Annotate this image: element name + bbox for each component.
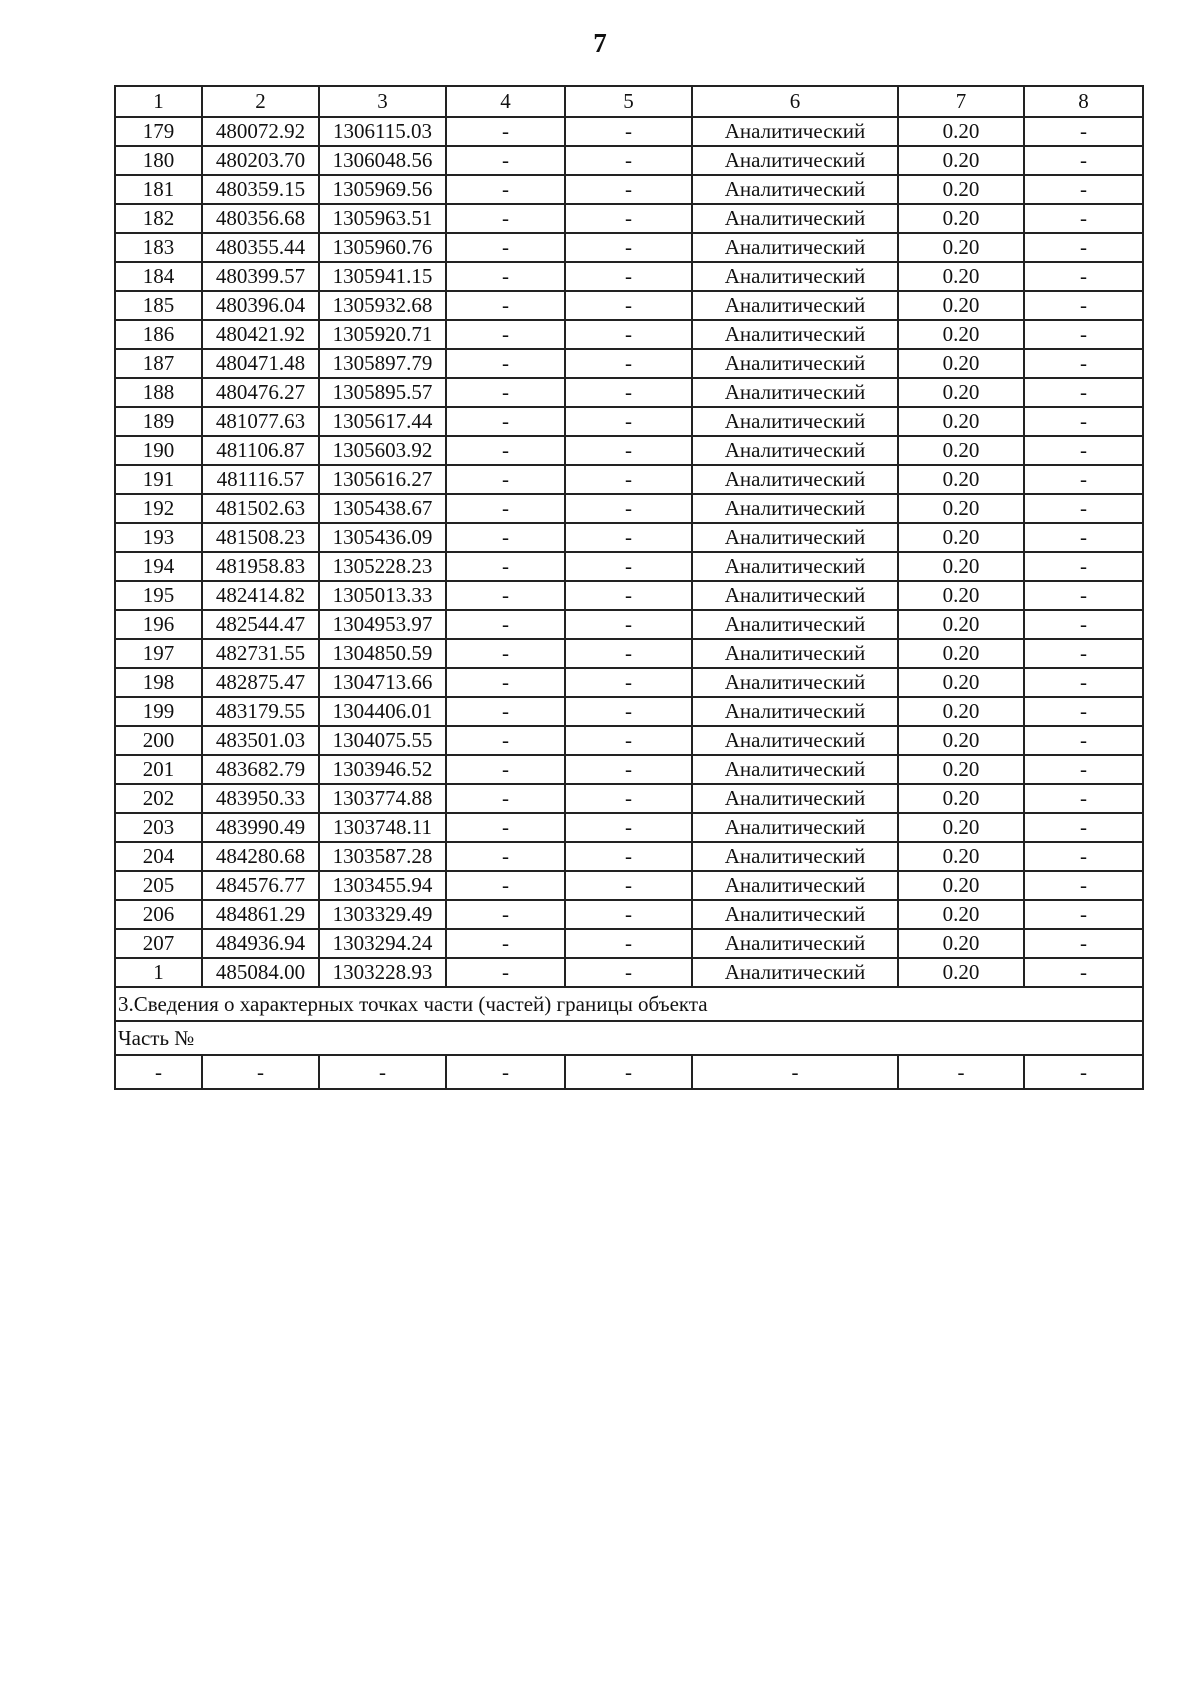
col5-cell: - [565, 784, 692, 813]
method-cell: Аналитический [692, 697, 898, 726]
col4-cell: - [446, 146, 565, 175]
x-coordinate-cell: 481116.57 [202, 465, 319, 494]
y-coordinate-cell: 1305897.79 [319, 349, 446, 378]
x-coordinate-cell: 483682.79 [202, 755, 319, 784]
accuracy-cell: 0.20 [898, 842, 1024, 871]
y-coordinate-cell: 1304953.97 [319, 610, 446, 639]
y-coordinate-cell: 1305963.51 [319, 204, 446, 233]
col5-cell: - [565, 668, 692, 697]
point-number-cell: 187 [115, 349, 202, 378]
method-cell: Аналитический [692, 378, 898, 407]
col8-cell: - [1024, 175, 1143, 204]
table-row [115, 291, 1143, 320]
table-row [115, 465, 1143, 494]
point-number-cell: 198 [115, 668, 202, 697]
table-row [115, 552, 1143, 581]
col8-cell: - [1024, 407, 1143, 436]
col5-cell: - [565, 262, 692, 291]
col8-cell: - [1024, 349, 1143, 378]
x-coordinate-cell: 481508.23 [202, 523, 319, 552]
col8-cell: - [1024, 552, 1143, 581]
col5-cell: - [565, 842, 692, 871]
point-number-cell: 194 [115, 552, 202, 581]
method-cell: Аналитический [692, 842, 898, 871]
col5-cell: - [565, 523, 692, 552]
y-coordinate-cell: 1304406.01 [319, 697, 446, 726]
x-coordinate-cell: 483179.55 [202, 697, 319, 726]
table-row [115, 436, 1143, 465]
col4-cell: - [446, 523, 565, 552]
col5-cell: - [565, 436, 692, 465]
point-number-cell: 183 [115, 233, 202, 262]
table-row [115, 726, 1143, 755]
accuracy-cell: 0.20 [898, 726, 1024, 755]
x-coordinate-cell: 484936.94 [202, 929, 319, 958]
col8-cell: - [1024, 697, 1143, 726]
method-cell: Аналитический [692, 494, 898, 523]
section-title: 3.Сведения о характерных точках части (частей) границы объекта [115, 987, 1143, 1021]
x-coordinate-cell: 480355.44 [202, 233, 319, 262]
col4-cell: - [446, 697, 565, 726]
table-row [115, 175, 1143, 204]
method-cell: Аналитический [692, 871, 898, 900]
boundary-points-table [114, 85, 1144, 1090]
point-number-cell: 192 [115, 494, 202, 523]
column-header: 7 [898, 86, 1024, 117]
table-row [115, 349, 1143, 378]
point-number-cell: 197 [115, 639, 202, 668]
method-cell: Аналитический [692, 465, 898, 494]
x-coordinate-cell: 481077.63 [202, 407, 319, 436]
y-coordinate-cell: 1305603.92 [319, 436, 446, 465]
col4-cell: - [446, 726, 565, 755]
accuracy-cell: 0.20 [898, 871, 1024, 900]
col8-cell: - [1024, 291, 1143, 320]
method-cell: Аналитический [692, 755, 898, 784]
accuracy-cell: 0.20 [898, 262, 1024, 291]
col5-cell: - [565, 726, 692, 755]
x-coordinate-cell: 480421.92 [202, 320, 319, 349]
col4-cell: - [446, 407, 565, 436]
col4-cell: - [446, 755, 565, 784]
y-coordinate-cell: 1305438.67 [319, 494, 446, 523]
col4-cell: - [446, 465, 565, 494]
col8-cell: - [1024, 842, 1143, 871]
accuracy-cell: 0.20 [898, 204, 1024, 233]
col8-cell: - [1024, 581, 1143, 610]
y-coordinate-cell: 1303748.11 [319, 813, 446, 842]
accuracy-cell: 0.20 [898, 465, 1024, 494]
col4-cell: - [446, 784, 565, 813]
x-coordinate-cell: 480203.70 [202, 146, 319, 175]
x-coordinate-cell: 482731.55 [202, 639, 319, 668]
col5-cell: - [565, 900, 692, 929]
point-number-cell: 189 [115, 407, 202, 436]
y-coordinate-cell: 1305228.23 [319, 552, 446, 581]
table-row [115, 523, 1143, 552]
point-number-cell: 190 [115, 436, 202, 465]
accuracy-cell: 0.20 [898, 291, 1024, 320]
col4-cell: - [446, 262, 565, 291]
accuracy-cell: 0.20 [898, 175, 1024, 204]
x-coordinate-cell: 480476.27 [202, 378, 319, 407]
accuracy-cell: 0.20 [898, 523, 1024, 552]
table-row [115, 262, 1143, 291]
table-body [115, 86, 1143, 1089]
empty-cell: - [202, 1055, 319, 1089]
empty-cell: - [115, 1055, 202, 1089]
col5-cell: - [565, 175, 692, 204]
col8-cell: - [1024, 494, 1143, 523]
y-coordinate-cell: 1305436.09 [319, 523, 446, 552]
accuracy-cell: 0.20 [898, 436, 1024, 465]
col8-cell: - [1024, 436, 1143, 465]
col8-cell: - [1024, 117, 1143, 146]
x-coordinate-cell: 484576.77 [202, 871, 319, 900]
empty-cell: - [692, 1055, 898, 1089]
col5-cell: - [565, 697, 692, 726]
empty-cell: - [319, 1055, 446, 1089]
point-number-cell: 207 [115, 929, 202, 958]
accuracy-cell: 0.20 [898, 668, 1024, 697]
x-coordinate-cell: 483950.33 [202, 784, 319, 813]
accuracy-cell: 0.20 [898, 146, 1024, 175]
y-coordinate-cell: 1306115.03 [319, 117, 446, 146]
col4-cell: - [446, 320, 565, 349]
col5-cell: - [565, 233, 692, 262]
col8-cell: - [1024, 929, 1143, 958]
method-cell: Аналитический [692, 639, 898, 668]
col4-cell: - [446, 436, 565, 465]
y-coordinate-cell: 1305960.76 [319, 233, 446, 262]
accuracy-cell: 0.20 [898, 784, 1024, 813]
point-number-cell: 202 [115, 784, 202, 813]
col8-cell: - [1024, 726, 1143, 755]
table-row [115, 320, 1143, 349]
col8-cell: - [1024, 320, 1143, 349]
method-cell: Аналитический [692, 813, 898, 842]
point-number-cell: 181 [115, 175, 202, 204]
accuracy-cell: 0.20 [898, 233, 1024, 262]
method-cell: Аналитический [692, 320, 898, 349]
method-cell: Аналитический [692, 784, 898, 813]
col8-cell: - [1024, 755, 1143, 784]
col5-cell: - [565, 146, 692, 175]
page-number: 7 [593, 28, 607, 58]
column-header: 3 [319, 86, 446, 117]
x-coordinate-cell: 480399.57 [202, 262, 319, 291]
point-number-cell: 196 [115, 610, 202, 639]
col8-cell: - [1024, 958, 1143, 987]
col4-cell: - [446, 233, 565, 262]
table-row [115, 581, 1143, 610]
col5-cell: - [565, 494, 692, 523]
x-coordinate-cell: 483990.49 [202, 813, 319, 842]
table-row [115, 639, 1143, 668]
x-coordinate-cell: 480471.48 [202, 349, 319, 378]
table-row [115, 929, 1143, 958]
col5-cell: - [565, 610, 692, 639]
table-row [115, 407, 1143, 436]
point-number-cell: 191 [115, 465, 202, 494]
x-coordinate-cell: 481958.83 [202, 552, 319, 581]
y-coordinate-cell: 1305941.15 [319, 262, 446, 291]
table-row [115, 842, 1143, 871]
point-number-cell: 195 [115, 581, 202, 610]
col5-cell: - [565, 378, 692, 407]
accuracy-cell: 0.20 [898, 494, 1024, 523]
point-number-cell: 184 [115, 262, 202, 291]
x-coordinate-cell: 480356.68 [202, 204, 319, 233]
col4-cell: - [446, 117, 565, 146]
x-coordinate-cell: 484861.29 [202, 900, 319, 929]
table-row [115, 784, 1143, 813]
y-coordinate-cell: 1305617.44 [319, 407, 446, 436]
accuracy-cell: 0.20 [898, 755, 1024, 784]
method-cell: Аналитический [692, 291, 898, 320]
y-coordinate-cell: 1303946.52 [319, 755, 446, 784]
method-cell: Аналитический [692, 204, 898, 233]
point-number-cell: 180 [115, 146, 202, 175]
empty-cell: - [1024, 1055, 1143, 1089]
y-coordinate-cell: 1303329.49 [319, 900, 446, 929]
column-header: 1 [115, 86, 202, 117]
table-row [115, 697, 1143, 726]
col8-cell: - [1024, 262, 1143, 291]
col5-cell: - [565, 581, 692, 610]
col4-cell: - [446, 494, 565, 523]
col8-cell: - [1024, 204, 1143, 233]
col8-cell: - [1024, 378, 1143, 407]
accuracy-cell: 0.20 [898, 117, 1024, 146]
table-row [115, 146, 1143, 175]
col4-cell: - [446, 813, 565, 842]
part-number-row [115, 1021, 1143, 1055]
empty-part-row [115, 1055, 1143, 1089]
point-number-cell: 206 [115, 900, 202, 929]
col4-cell: - [446, 175, 565, 204]
col4-cell: - [446, 842, 565, 871]
column-header: 8 [1024, 86, 1143, 117]
accuracy-cell: 0.20 [898, 639, 1024, 668]
col5-cell: - [565, 929, 692, 958]
accuracy-cell: 0.20 [898, 378, 1024, 407]
table-row [115, 610, 1143, 639]
method-cell: Аналитический [692, 233, 898, 262]
accuracy-cell: 0.20 [898, 320, 1024, 349]
y-coordinate-cell: 1304713.66 [319, 668, 446, 697]
method-cell: Аналитический [692, 175, 898, 204]
accuracy-cell: 0.20 [898, 900, 1024, 929]
col8-cell: - [1024, 523, 1143, 552]
y-coordinate-cell: 1306048.56 [319, 146, 446, 175]
col4-cell: - [446, 929, 565, 958]
col5-cell: - [565, 349, 692, 378]
point-number-cell: 193 [115, 523, 202, 552]
point-number-cell: 201 [115, 755, 202, 784]
column-header-row [115, 86, 1143, 117]
col4-cell: - [446, 581, 565, 610]
x-coordinate-cell: 481106.87 [202, 436, 319, 465]
method-cell: Аналитический [692, 117, 898, 146]
point-number-cell: 185 [115, 291, 202, 320]
x-coordinate-cell: 481502.63 [202, 494, 319, 523]
method-cell: Аналитический [692, 610, 898, 639]
col4-cell: - [446, 668, 565, 697]
table-row [115, 668, 1143, 697]
point-number-cell: 200 [115, 726, 202, 755]
col5-cell: - [565, 320, 692, 349]
col4-cell: - [446, 900, 565, 929]
point-number-cell: 188 [115, 378, 202, 407]
method-cell: Аналитический [692, 958, 898, 987]
table-row [115, 233, 1143, 262]
col5-cell: - [565, 465, 692, 494]
column-header: 2 [202, 86, 319, 117]
column-header: 5 [565, 86, 692, 117]
accuracy-cell: 0.20 [898, 407, 1024, 436]
point-number-cell: 179 [115, 117, 202, 146]
accuracy-cell: 0.20 [898, 958, 1024, 987]
table-row [115, 813, 1143, 842]
method-cell: Аналитический [692, 146, 898, 175]
col5-cell: - [565, 755, 692, 784]
point-number-cell: 1 [115, 958, 202, 987]
section-title-row [115, 987, 1143, 1021]
col8-cell: - [1024, 146, 1143, 175]
col8-cell: - [1024, 639, 1143, 668]
table-row [115, 871, 1143, 900]
y-coordinate-cell: 1305013.33 [319, 581, 446, 610]
point-number-cell: 186 [115, 320, 202, 349]
col8-cell: - [1024, 668, 1143, 697]
x-coordinate-cell: 480396.04 [202, 291, 319, 320]
point-number-cell: 182 [115, 204, 202, 233]
accuracy-cell: 0.20 [898, 610, 1024, 639]
y-coordinate-cell: 1303294.24 [319, 929, 446, 958]
col5-cell: - [565, 958, 692, 987]
col8-cell: - [1024, 233, 1143, 262]
y-coordinate-cell: 1305895.57 [319, 378, 446, 407]
x-coordinate-cell: 485084.00 [202, 958, 319, 987]
method-cell: Аналитический [692, 929, 898, 958]
col4-cell: - [446, 204, 565, 233]
y-coordinate-cell: 1305920.71 [319, 320, 446, 349]
col4-cell: - [446, 291, 565, 320]
col4-cell: - [446, 871, 565, 900]
col8-cell: - [1024, 813, 1143, 842]
col5-cell: - [565, 552, 692, 581]
point-number-cell: 203 [115, 813, 202, 842]
x-coordinate-cell: 482875.47 [202, 668, 319, 697]
method-cell: Аналитический [692, 668, 898, 697]
method-cell: Аналитический [692, 262, 898, 291]
column-header: 4 [446, 86, 565, 117]
accuracy-cell: 0.20 [898, 929, 1024, 958]
y-coordinate-cell: 1303455.94 [319, 871, 446, 900]
col5-cell: - [565, 204, 692, 233]
col4-cell: - [446, 639, 565, 668]
col8-cell: - [1024, 784, 1143, 813]
empty-cell: - [565, 1055, 692, 1089]
method-cell: Аналитический [692, 581, 898, 610]
y-coordinate-cell: 1303774.88 [319, 784, 446, 813]
table-row [115, 204, 1143, 233]
accuracy-cell: 0.20 [898, 813, 1024, 842]
point-number-cell: 205 [115, 871, 202, 900]
col8-cell: - [1024, 465, 1143, 494]
method-cell: Аналитический [692, 523, 898, 552]
x-coordinate-cell: 482544.47 [202, 610, 319, 639]
col4-cell: - [446, 349, 565, 378]
y-coordinate-cell: 1305932.68 [319, 291, 446, 320]
method-cell: Аналитический [692, 726, 898, 755]
x-coordinate-cell: 480072.92 [202, 117, 319, 146]
col5-cell: - [565, 871, 692, 900]
x-coordinate-cell: 484280.68 [202, 842, 319, 871]
col4-cell: - [446, 378, 565, 407]
col5-cell: - [565, 813, 692, 842]
method-cell: Аналитический [692, 552, 898, 581]
column-header: 6 [692, 86, 898, 117]
method-cell: Аналитический [692, 349, 898, 378]
empty-cell: - [446, 1055, 565, 1089]
y-coordinate-cell: 1305969.56 [319, 175, 446, 204]
x-coordinate-cell: 480359.15 [202, 175, 319, 204]
col4-cell: - [446, 552, 565, 581]
col8-cell: - [1024, 610, 1143, 639]
y-coordinate-cell: 1304075.55 [319, 726, 446, 755]
col4-cell: - [446, 958, 565, 987]
col5-cell: - [565, 291, 692, 320]
col8-cell: - [1024, 871, 1143, 900]
empty-cell: - [898, 1055, 1024, 1089]
accuracy-cell: 0.20 [898, 349, 1024, 378]
method-cell: Аналитический [692, 436, 898, 465]
y-coordinate-cell: 1304850.59 [319, 639, 446, 668]
y-coordinate-cell: 1303228.93 [319, 958, 446, 987]
x-coordinate-cell: 483501.03 [202, 726, 319, 755]
accuracy-cell: 0.20 [898, 697, 1024, 726]
col8-cell: - [1024, 900, 1143, 929]
x-coordinate-cell: 482414.82 [202, 581, 319, 610]
part-number-label: Часть № [115, 1021, 1143, 1055]
method-cell: Аналитический [692, 900, 898, 929]
table-row [115, 755, 1143, 784]
col4-cell: - [446, 610, 565, 639]
y-coordinate-cell: 1303587.28 [319, 842, 446, 871]
accuracy-cell: 0.20 [898, 552, 1024, 581]
accuracy-cell: 0.20 [898, 581, 1024, 610]
table-row [115, 378, 1143, 407]
method-cell: Аналитический [692, 407, 898, 436]
table-row [115, 958, 1143, 987]
col5-cell: - [565, 407, 692, 436]
table-row [115, 117, 1143, 146]
table-row [115, 494, 1143, 523]
col5-cell: - [565, 639, 692, 668]
point-number-cell: 199 [115, 697, 202, 726]
table-row [115, 900, 1143, 929]
y-coordinate-cell: 1305616.27 [319, 465, 446, 494]
point-number-cell: 204 [115, 842, 202, 871]
col5-cell: - [565, 117, 692, 146]
